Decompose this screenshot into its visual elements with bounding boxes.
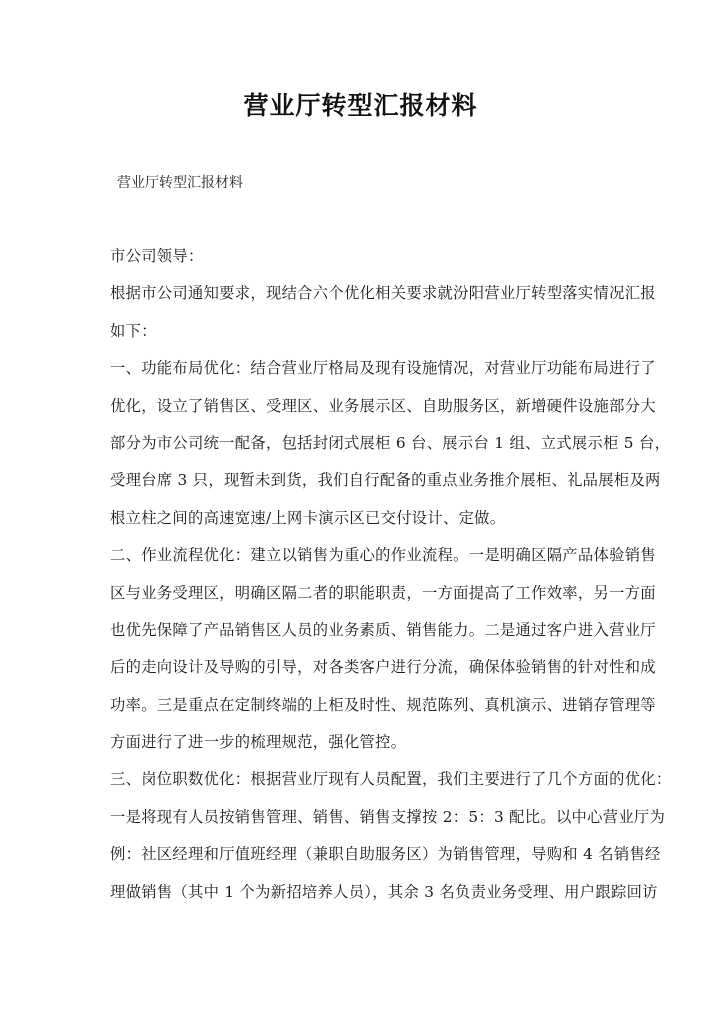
document-title: 营业厅转型汇报材料 xyxy=(243,91,478,120)
paragraph-line: 区与业务受理区，明确区隔二者的职能职责，一方面提高了工作效率，另一方面 xyxy=(110,583,656,602)
salutation-line: 市公司领导： xyxy=(110,247,204,265)
paragraph-line: 例：社区经理和厅值班经理（兼职自助服务区）为销售管理，导购和 4 名销售经 xyxy=(110,845,661,864)
paragraph-line: 部分为市公司统一配备，包括封闭式展柜 6 台、展示台 1 组、立式展示柜 5 台， xyxy=(110,433,671,452)
paragraph-line: 一是将现有人员按销售管理、销售、销售支撑按 2：5：3 配比。以中心营业厅为 xyxy=(110,807,666,826)
paragraph-line: 方面进行了进一步的梳理规范，强化管控。 xyxy=(110,733,407,752)
paragraph-line: 也优先保障了产品销售区人员的业务素质、销售能力。二是通过客户进入营业厅 xyxy=(110,620,656,639)
section-1-line: 一、功能布局优化：结合营业厅格局及现有设施情况，对营业厅功能布局进行了 xyxy=(110,359,656,378)
paragraph-line: 受理台席 3 只，现暂未到货，我们自行配备的重点业务推介展柜、礼品展柜及两 xyxy=(110,471,661,490)
paragraph-line: 优化，设立了销售区、受理区、业务展示区、自助服务区，新增硬件设施部分大 xyxy=(110,396,656,415)
document-subtitle: 营业厅转型汇报材料 xyxy=(117,175,243,191)
paragraph-line: 理做销售（其中 1 个为新招培养人员），其余 3 名负责业务受理、用户跟踪回访 xyxy=(110,882,658,901)
paragraph-line: 根据市公司通知要求，现结合六个优化相关要求就汾阳营业厅转型落实情况汇报 xyxy=(110,284,656,303)
paragraph-line: 根立柱之间的高速宽速/上网卡演示区已交付设计、定做。 xyxy=(110,508,506,527)
section-2-line: 二、作业流程优化：建立以销售为重心的作业流程。一是明确区隔产品体验销售 xyxy=(110,546,656,565)
paragraph-line: 功率。三是重点在定制终端的上柜及时性、规范陈列、真机演示、进销存管理等 xyxy=(110,695,656,714)
section-3-line: 三、岗位职数优化：根据营业厅现有人员配置，我们主要进行了几个方面的优化： xyxy=(110,770,672,789)
paragraph-line: 后的走向设计及导购的引导，对各类客户进行分流，确保体验销售的针对性和成 xyxy=(110,658,656,677)
paragraph-line: 如下： xyxy=(110,321,157,340)
document-body xyxy=(110,244,672,917)
